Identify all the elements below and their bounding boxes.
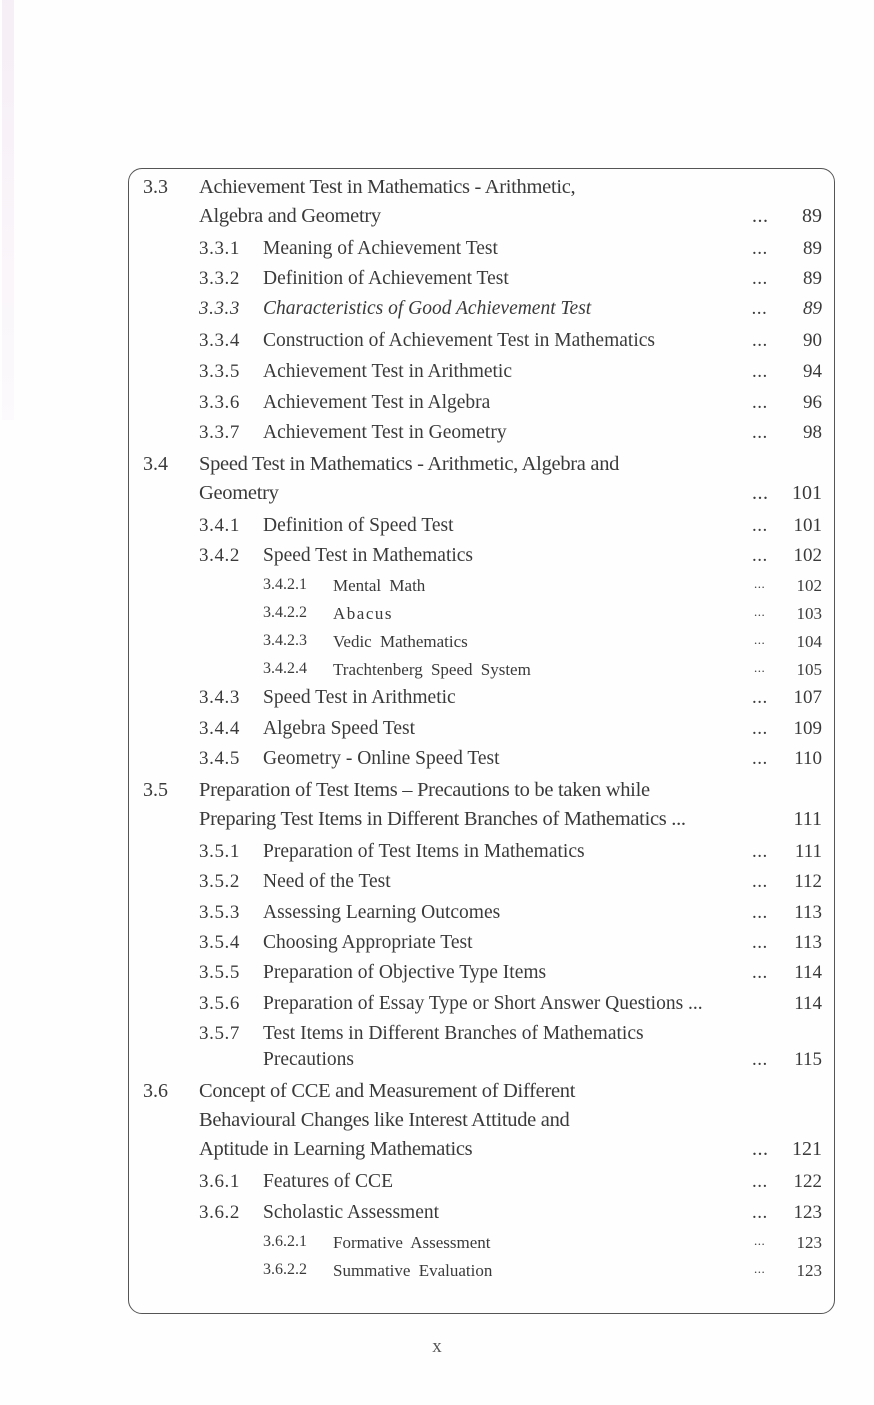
section-number: 3.3.7 bbox=[199, 422, 240, 443]
section-number: 3.5.1 bbox=[199, 841, 240, 862]
section-title: Preparation of Essay Type or Short Answer Questions ... bbox=[263, 993, 703, 1014]
toc-entry-3-6-1[interactable] bbox=[0, 1171, 874, 1201]
page-number: 122 bbox=[793, 1171, 822, 1192]
leader-dots: ... bbox=[752, 268, 768, 289]
leader-dots: ... bbox=[752, 205, 769, 227]
toc-entry-3-5-1[interactable] bbox=[0, 841, 874, 871]
section-title: Need of the Test bbox=[263, 871, 391, 892]
section-number: 3.6.2.2 bbox=[263, 1261, 307, 1278]
section-number: 3.4.2 bbox=[199, 545, 240, 566]
section-number: 3.6.2.1 bbox=[263, 1233, 307, 1250]
leader-dots: ... bbox=[752, 748, 768, 769]
section-number: 3.3.6 bbox=[199, 392, 240, 413]
leader-dots: ... bbox=[752, 841, 768, 862]
page-number: 101 bbox=[792, 482, 822, 504]
leader-dots: ... bbox=[752, 718, 768, 739]
page-number: 109 bbox=[793, 718, 822, 739]
page-number: 104 bbox=[796, 632, 822, 651]
leader-dots: ... bbox=[752, 1049, 768, 1070]
leader-dots: ... bbox=[752, 962, 768, 983]
leader-dots: ... bbox=[752, 871, 768, 892]
section-number: 3.3.1 bbox=[199, 238, 240, 259]
section-number: 3.4 bbox=[143, 453, 168, 475]
toc-entry-3-3-2[interactable] bbox=[0, 268, 874, 298]
leader-dots: ... bbox=[754, 632, 766, 647]
toc-entry-3-6[interactable] bbox=[0, 1080, 874, 1110]
page-number: 121 bbox=[792, 1138, 822, 1160]
section-number: 3.3.4 bbox=[199, 330, 240, 351]
page-number: 98 bbox=[803, 422, 822, 443]
section-title: Definition of Speed Test bbox=[263, 515, 454, 536]
section-title: Features of CCE bbox=[263, 1171, 393, 1192]
section-number: 3.4.1 bbox=[199, 515, 240, 536]
leader-dots: ... bbox=[754, 576, 766, 591]
toc-entry-3-5-4[interactable] bbox=[0, 932, 874, 962]
leader-dots: ... bbox=[752, 422, 768, 443]
leader-dots: ... bbox=[752, 298, 768, 319]
page-number: 105 bbox=[796, 660, 822, 679]
page-number: 123 bbox=[796, 1233, 822, 1252]
section-number: 3.5.4 bbox=[199, 932, 240, 953]
toc-entry-3-4-5[interactable] bbox=[0, 748, 874, 778]
section-number: 3.5.6 bbox=[199, 993, 240, 1014]
toc-entry-3-4-2[interactable] bbox=[0, 545, 874, 575]
section-title: Abacus bbox=[333, 604, 393, 623]
section-title: Definition of Achievement Test bbox=[263, 268, 509, 289]
leader-dots: ... bbox=[752, 392, 768, 413]
toc-entry-3-6-2-1[interactable] bbox=[0, 1233, 874, 1263]
section-number: 3.6.2 bbox=[199, 1202, 240, 1223]
section-title: Speed Test in Arithmetic bbox=[263, 687, 456, 708]
toc-entry-3-3-cont[interactable] bbox=[0, 205, 874, 235]
toc-entry-3-5[interactable] bbox=[0, 779, 874, 809]
section-number: 3.5 bbox=[143, 779, 168, 801]
leader-dots: ... bbox=[752, 238, 768, 259]
toc-entry-3-3-1[interactable] bbox=[0, 238, 874, 268]
page-number: 123 bbox=[793, 1202, 822, 1223]
toc-entry-3-3[interactable] bbox=[0, 176, 874, 206]
page-number: 103 bbox=[796, 604, 822, 623]
section-title: Concept of CCE and Measurement of Different bbox=[199, 1080, 576, 1102]
section-number: 3.4.4 bbox=[199, 718, 240, 739]
section-number: 3.5.3 bbox=[199, 902, 240, 923]
section-title: Choosing Appropriate Test bbox=[263, 932, 473, 953]
toc-entry-3-4-2-3[interactable] bbox=[0, 632, 874, 662]
section-title: Aptitude in Learning Mathematics bbox=[199, 1138, 473, 1160]
page-number: 114 bbox=[794, 962, 822, 983]
leader-dots: ... bbox=[754, 1233, 766, 1248]
section-number: 3.4.2.1 bbox=[263, 576, 307, 593]
section-title: Speed Test in Mathematics bbox=[263, 545, 474, 566]
section-title: Algebra Speed Test bbox=[263, 718, 416, 739]
section-number: 3.4.2.3 bbox=[263, 632, 307, 649]
toc-entry-3-4-2-1[interactable] bbox=[0, 576, 874, 606]
page-number: 102 bbox=[793, 545, 822, 566]
section-number: 3.6 bbox=[143, 1080, 168, 1102]
section-title: Geometry - Online Speed Test bbox=[263, 748, 500, 769]
section-number: 3.4.5 bbox=[199, 748, 240, 769]
leader-dots: ... bbox=[752, 482, 769, 504]
page-number: 89 bbox=[803, 238, 822, 259]
section-title: Behavioural Changes like Interest Attitude and bbox=[199, 1109, 570, 1131]
section-title: Achievement Test in Geometry bbox=[263, 422, 507, 443]
leader-dots: ... bbox=[752, 1171, 768, 1192]
page-number: 115 bbox=[794, 1049, 822, 1070]
toc-entry-3-4-2-2[interactable] bbox=[0, 604, 874, 634]
toc-entry-3-5-6[interactable] bbox=[0, 993, 874, 1023]
page-number: 123 bbox=[796, 1261, 822, 1280]
section-title: Preparation of Objective Type Items bbox=[263, 962, 547, 983]
toc-entry-3-5-cont[interactable] bbox=[0, 808, 874, 838]
section-number: 3.5.7 bbox=[199, 1023, 240, 1044]
page-number: 111 bbox=[793, 808, 822, 830]
page-number: 101 bbox=[793, 515, 822, 536]
section-title: Precautions bbox=[263, 1049, 354, 1070]
section-title: Summative Evaluation bbox=[333, 1261, 493, 1280]
section-title: Scholastic Assessment bbox=[263, 1202, 440, 1223]
toc-entry-3-4-3[interactable] bbox=[0, 687, 874, 717]
section-title: Characteristics of Good Achievement Test bbox=[263, 298, 592, 319]
page-number: 110 bbox=[794, 748, 822, 769]
section-title: Formative Assessment bbox=[333, 1233, 491, 1252]
toc-entry-3-5-3[interactable] bbox=[0, 902, 874, 932]
section-title: Achievement Test in Algebra bbox=[263, 392, 491, 413]
leader-dots: ... bbox=[752, 330, 768, 351]
section-title: Preparation of Test Items – Precautions to be taken while bbox=[199, 779, 650, 801]
leader-dots: ... bbox=[752, 515, 768, 536]
section-title: Assessing Learning Outcomes bbox=[263, 902, 501, 923]
page-number: 113 bbox=[794, 932, 822, 953]
section-title: Speed Test in Mathematics - Arithmetic, Algebra and bbox=[199, 453, 620, 475]
leader-dots: ... bbox=[752, 1138, 769, 1160]
toc-entry-3-4-1[interactable] bbox=[0, 515, 874, 545]
page-number: 112 bbox=[794, 871, 822, 892]
toc-entry-3-5-7-cont[interactable] bbox=[0, 1049, 874, 1079]
page-number: 89 bbox=[802, 205, 822, 227]
section-number: 3.3.2 bbox=[199, 268, 240, 289]
section-title: Construction of Achievement Test in Mathematics bbox=[263, 330, 655, 351]
page-number: 102 bbox=[796, 576, 822, 595]
page-number: 89 bbox=[803, 298, 822, 319]
page-number: 96 bbox=[803, 392, 822, 413]
page-number: 94 bbox=[803, 361, 822, 382]
page-number: 89 bbox=[803, 268, 822, 289]
leader-dots: ... bbox=[752, 361, 768, 382]
section-title: Preparing Test Items in Different Branches of Mathematics ... bbox=[199, 808, 686, 830]
section-number: 3.5.5 bbox=[199, 962, 240, 983]
section-number: 3.3.5 bbox=[199, 361, 240, 382]
leader-dots: ... bbox=[754, 604, 766, 619]
leader-dots: ... bbox=[752, 687, 768, 708]
section-number: 3.5.2 bbox=[199, 871, 240, 892]
footer-page-number: x bbox=[432, 1336, 442, 1357]
section-number: 3.4.2.4 bbox=[263, 660, 307, 677]
toc-entry-3-6-2-2[interactable] bbox=[0, 1261, 874, 1291]
section-title: Meaning of Achievement Test bbox=[263, 238, 498, 259]
leader-dots: ... bbox=[752, 1202, 768, 1223]
toc-entry-3-3-5[interactable] bbox=[0, 361, 874, 391]
toc-entry-3-4[interactable] bbox=[0, 453, 874, 483]
toc-entry-3-3-7[interactable] bbox=[0, 422, 874, 452]
section-title: Achievement Test in Mathematics - Arithmetic, bbox=[199, 176, 576, 198]
section-title: Vedic Mathematics bbox=[333, 632, 468, 651]
section-title: Algebra and Geometry bbox=[199, 205, 381, 227]
leader-dots: ... bbox=[752, 902, 768, 923]
toc-entry-3-6-2[interactable] bbox=[0, 1202, 874, 1232]
section-title: Geometry bbox=[199, 482, 279, 504]
page-number: 111 bbox=[794, 841, 822, 862]
toc-entry-3-4-2-4[interactable] bbox=[0, 660, 874, 690]
section-title: Achievement Test in Arithmetic bbox=[263, 361, 513, 382]
section-title: Trachtenberg Speed System bbox=[333, 660, 531, 679]
toc-entry-3-6-cont1[interactable] bbox=[0, 1109, 874, 1139]
toc-entry-3-3-3[interactable] bbox=[0, 298, 874, 328]
section-number: 3.3 bbox=[143, 176, 168, 198]
leader-dots: ... bbox=[752, 545, 768, 566]
page-number: 107 bbox=[793, 687, 822, 708]
leader-dots: ... bbox=[754, 1261, 766, 1276]
toc-entry-3-4-4[interactable] bbox=[0, 718, 874, 748]
leader-dots: ... bbox=[754, 660, 766, 675]
section-title: Test Items in Different Branches of Mathematics bbox=[263, 1023, 644, 1044]
toc-entry-3-3-4[interactable] bbox=[0, 330, 874, 360]
section-title: Mental Math bbox=[333, 576, 426, 595]
toc-entry-3-4-cont[interactable] bbox=[0, 482, 874, 512]
toc-entry-3-3-6[interactable] bbox=[0, 392, 874, 422]
section-number: 3.3.3 bbox=[199, 298, 240, 319]
page-number: 90 bbox=[803, 330, 822, 351]
section-number: 3.6.1 bbox=[199, 1171, 240, 1192]
page-number: 114 bbox=[794, 993, 822, 1014]
page-number: 113 bbox=[794, 902, 822, 923]
leader-dots: ... bbox=[752, 932, 768, 953]
toc-entry-3-5-5[interactable] bbox=[0, 962, 874, 992]
section-number: 3.4.2.2 bbox=[263, 604, 307, 621]
toc-entry-3-5-2[interactable] bbox=[0, 871, 874, 901]
toc-entry-3-6-cont2[interactable] bbox=[0, 1138, 874, 1168]
section-number: 3.4.3 bbox=[199, 687, 240, 708]
section-title: Preparation of Test Items in Mathematics bbox=[263, 841, 585, 862]
